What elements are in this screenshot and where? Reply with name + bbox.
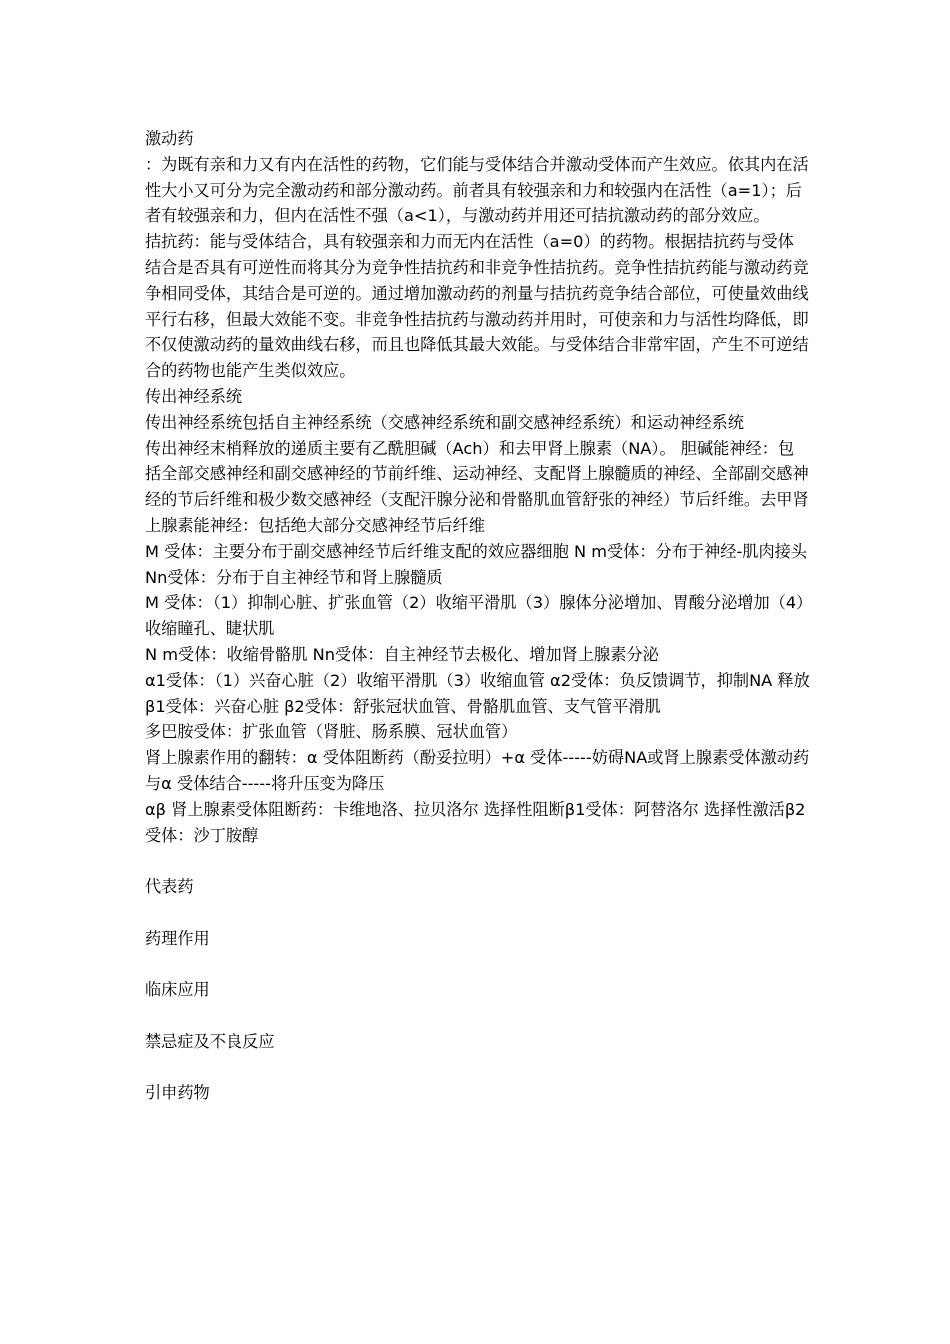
- heading-contraindications: 禁忌症及不良反应: [145, 1031, 275, 1051]
- dopamine-receptor-effects: 多巴胺受体：扩张血管（肾脏、肠系膜、冠状血管）: [145, 722, 518, 742]
- spacer: [145, 1003, 810, 1029]
- efferent-system-components: 传出神经系统包括自主神经系统（交感神经系统和副交感神经系统）和运动神经系统: [145, 412, 744, 432]
- heading-representative-drug: 代表药: [145, 877, 194, 897]
- adrenaline-reversal: 肾上腺素作用的翻转：α 受体阻断药（酚妥拉明）+α 受体-----妨碍NA或肾上腺素受体激动药与α 受体结合-----将升压变为降压: [145, 748, 810, 793]
- spacer: [145, 900, 810, 926]
- alpha-receptor-effects: α1受体：（1）兴奋心脏（2）收缩平滑肌（3）收缩血管 α2受体：负反馈调节，抑制NA 释放: [145, 670, 810, 690]
- spacer: [145, 952, 810, 978]
- n-receptor-effects: N m受体：收缩骨骼肌 Nn受体：自主神经节去极化、增加肾上腺素分泌: [145, 644, 659, 664]
- blocker-drugs: αβ 肾上腺素受体阻断药：卡维地洛、拉贝洛尔 选择性阻断β1受体：阿替洛尔 选择性激活β2受体：沙丁胺醇: [145, 799, 806, 845]
- antagonist-definition: 拮抗药：能与受体结合，具有较强亲和力而无内在活性（a=0）的药物。根据拮抗药与受体结合是否具有可逆性而将其分为竞争性拮抗药和非竞争性拮抗药。竞争性拮抗药能与激动药竞争相同受体，其结合是可逆的。通过增加激动药的剂量与拮抗药竞争结合部位，可使量效曲线平行右移，但最大效能不变。非竞争性拮抗药与激动药并用时，可使亲和力与活性均降低，即不仅使激动药的量效曲线右移，而且也降低其最大效能。与受体结合非常牢固，产生不可逆结合的药物也能产生类似效应。: [145, 232, 809, 381]
- m-receptor-effects: M 受体：（1）抑制心脏、扩张血管（2）收缩平滑肌（3）腺体分泌增加、胃酸分泌增加（4）收缩瞳孔、睫状肌: [145, 593, 805, 639]
- section-efferent-nervous-system: 传出神经系统: [145, 386, 243, 406]
- heading-extended-drugs: 引申药物: [145, 1083, 210, 1103]
- receptor-distribution: M 受体：主要分布于副交感神经节后纤维支配的效应器细胞 N m受体：分布于神经-肌肉接头 Nn受体：分布于自主神经节和肾上腺髓质: [145, 541, 808, 587]
- agonist-definition: ：为既有亲和力又有内在活性的药物，它们能与受体结合并激动受体而产生效应。依其内在活性大小又可分为完全激动药和部分激动药。前者具有较强亲和力和较强内在活性（a=1）；后者有较强亲和力，但内在活性不强（a<1），与激动药并用还可拮抗激动药的部分效应。: [145, 154, 809, 226]
- heading-clinical-application: 临床应用: [145, 980, 210, 1000]
- term-agonist: 激动药: [145, 129, 194, 148]
- spacer: [145, 1055, 810, 1081]
- heading-pharmacological-action: 药理作用: [145, 928, 210, 948]
- document-page: [145, 126, 810, 1106]
- spacer: [145, 848, 810, 874]
- beta-receptor-effects: β1受体：兴奋心脏 β2受体：舒张冠状血管、骨骼肌血管、支气管平滑肌: [145, 696, 661, 716]
- transmitter-paragraph: 传出神经末梢释放的递质主要有乙酰胆碱（Ach）和去甲肾上腺素（NA）。 胆碱能神经：包括全部交感神经和副交感神经的节前纤维、运动神经、支配肾上腺髓质的神经、全部副交感神经的节后纤维和极少数交感神经（支配汗腺分泌和骨骼肌血管舒张的神经）节后纤维。去甲肾上腺素能神经：包括绝大部分交感神经节后纤维: [145, 438, 809, 535]
